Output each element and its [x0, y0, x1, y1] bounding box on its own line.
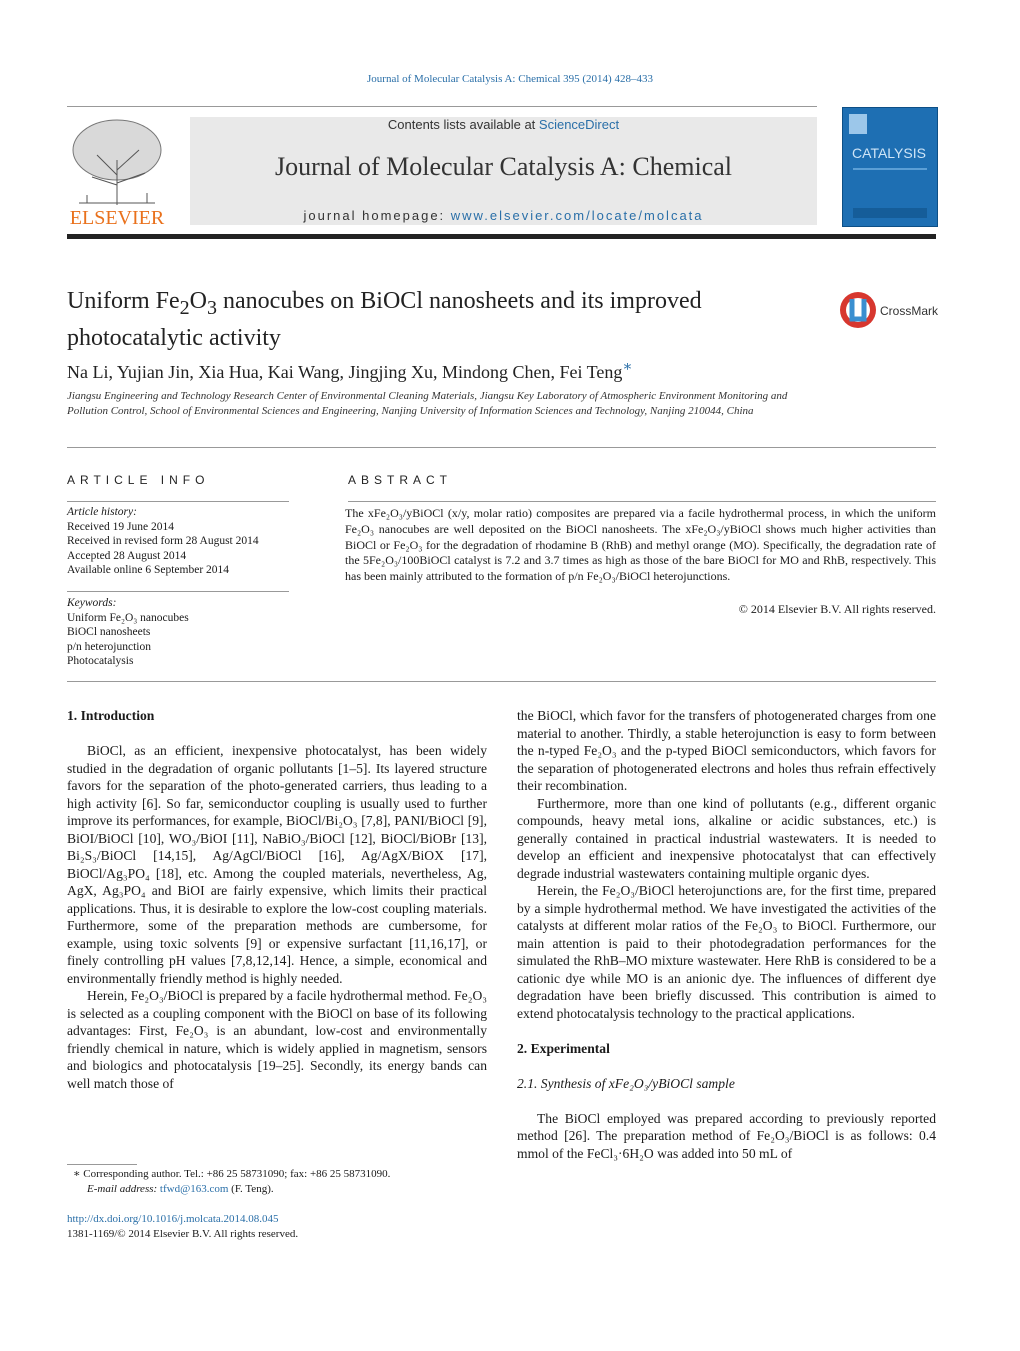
accepted-date: Accepted 28 August 2014: [67, 549, 187, 562]
authors-text: Na Li, Yujian Jin, Xia Hua, Kai Wang, Jingjing Xu, Mindong Chen, Fei Teng: [67, 362, 623, 382]
keyword-item: BiOCl nanosheets: [67, 626, 151, 638]
email-link[interactable]: tfwd@163.com: [159, 1182, 229, 1195]
abstract-copyright: © 2014 Elsevier B.V. All rights reserved.: [738, 602, 936, 616]
footnote: [67, 1167, 497, 1196]
divider: [67, 501, 289, 502]
homepage-link[interactable]: www.elsevier.com/locate/molcata: [450, 208, 704, 223]
top-rule: [67, 106, 817, 107]
doi-block: [67, 1212, 497, 1241]
elsevier-tree-icon: [67, 115, 167, 227]
paragraph: Herein, Fe₂O₃/BiOCl is prepared by a facile hydrothermal method. Fe₂O₃ is selected as a coupling component with the BiOCl on base of its following advantages: First, Fe₂O₃ is an abundant, low-cost and environmentally friendly chemical in nature, which is widely applied in magnetism, sensors and biologics and photocatalysis [19–25]. Secondly, its energy bands can well match those of: [67, 988, 487, 1091]
divider: [67, 681, 936, 682]
keyword-item: Uniform Fe₂O₃ nanocubes: [67, 611, 189, 624]
journal-cover-image[interactable]: [842, 107, 938, 227]
paragraph: Furthermore, more than one kind of pollutants (e.g., different organic compounds, heavy metal ions, alkaline or acidic substances, etc.) is generally contained in practical industrial wastewaters. It is needed to develop an efficient and inexpensive photocatalyst that can effectively degrade industrial wastewaters containing multiple organic dyes.: [517, 795, 936, 881]
elsevier-logo: [67, 115, 167, 227]
crossmark-badge[interactable]: [838, 289, 938, 331]
crossmark-icon: [838, 289, 938, 331]
svg-text:ELSEVIER: ELSEVIER: [69, 207, 165, 227]
divider: [348, 501, 936, 502]
online-date: Available online 6 September 2014: [67, 564, 230, 576]
revised-date: Received in revised form 28 August 2014: [67, 535, 259, 547]
author-list: [67, 357, 867, 383]
homepage-line: [190, 208, 817, 223]
journal-name: Journal of Molecular Catalysis A: Chemical: [274, 152, 733, 181]
abstract-heading: ABSTRACT: [348, 473, 453, 487]
article-history: [67, 505, 297, 578]
body-column-right: [517, 707, 936, 1162]
keyword-item: Photocatalysis: [67, 655, 134, 667]
received-date: Received 19 June 2014: [67, 520, 174, 533]
contents-line: [190, 117, 817, 132]
svg-text:CATALYSIS: CATALYSIS: [852, 145, 926, 161]
history-label: Article history:: [67, 506, 137, 518]
divider: [67, 591, 289, 592]
keywords: [67, 596, 297, 669]
issn-line: 1381-1169/© 2014 Elsevier B.V. All rights reserved.: [67, 1227, 299, 1240]
keyword-item: p/n heterojunction: [67, 640, 151, 653]
contents-prefix: Contents lists available at: [387, 117, 539, 132]
subsection-heading-synthesis: 2.1. Synthesis of xFe₂O₃/yBiOCl sample: [517, 1075, 735, 1091]
corresponding-author-note: Corresponding author. Tel.: +86 25 58731090; fax: +86 25 58731090.: [83, 1168, 391, 1180]
corresponding-author-mark[interactable]: ∗: [622, 359, 633, 375]
cover-art-icon: [843, 108, 937, 226]
section-heading-experimental: 2. Experimental: [517, 1040, 610, 1056]
affiliation: Jiangsu Engineering and Technology Research Center of Environmental Cleaning Materials, Jiangsu Key Laboratory of Atmospheric Environment Monitoring and Pollution Control, School of Environmental Sciences and Engineering, Nanjing University of Information Sciences and Technology, Nanjing 210044, China: [67, 390, 788, 417]
footnote-rule: [67, 1164, 137, 1165]
paragraph: Herein, the Fe₂O₃/BiOCl heterojunctions are, for the first time, prepared by a simple hydrothermal method. We have investigated the activities of the catalysts at different molar ratios of the Fe₂O₃ to BiOCl. Furthermore, our main attention is paid to their photodegradation performances for the simulated the RhB–MO mixture wastewater. Here RhB is considered to be a cationic dye while MO is an anionic dye. The influences of different dye degradation have been briefly discussed. This contribution is aimed to extend photocatalysis technology to the practical applications.: [517, 883, 936, 1021]
footnote-mark: ∗: [73, 1168, 81, 1180]
header-thick-rule: [67, 234, 936, 239]
divider: [67, 447, 936, 448]
doi-link[interactable]: http://dx.doi.org/10.1016/j.molcata.2014.08.045: [67, 1213, 279, 1225]
email-suffix: (F. Teng).: [228, 1182, 274, 1195]
paragraph: BiOCl, as an efficient, inexpensive photocatalyst, has been widely studied in the degradation of organic pollutants [1–5]. Its layered structure favors for the separation of the photo-generated carriers, thus leading to a high activity [6]. So far, semiconductor coupling is usually used to further improve its performances, for example, BiOCl/Bi₂O₃ [7,8], PANI/BiOCl [9], BiOI/BiOCl [10], WO₃/BiOI [11], NaBiO₃/BiOCl [12], BiOCl/BiOBr [13], Bi₂S₃/BiOCl [14,15], Ag/AgCl/BiOCl [16], Ag/AgX/BiOX [17], BiOCl/Ag₃PO₄ [18], etc. Among the coupled materials, nevertheless, Ag, AgX, Ag₃PO₄ and BiOI are fairly expensive, which limits their practical applications. Thus, it is desirable to explore the low-cost coupling materials. Furthermore, some of the preparation methods are cumbersome, for example, using toxic solvents [9] or expensive surfactant [11,16,17], or finely controlling pH values [7,8,12,14]. Hence, a simple, economical and environmentally friendly method is highly needed.: [67, 743, 487, 986]
email-label: E-mail address:: [87, 1182, 160, 1195]
body-column-left: [67, 707, 487, 1092]
sciencedirect-link[interactable]: ScienceDirect: [538, 117, 620, 132]
abstract-text: The xFe₂O₃/yBiOCl (x/y, molar ratio) composites are prepared via a facile hydrothermal process, in which the uniform Fe₂O₃ nanocubes are well deposited on the BiOCl nanosheets. The xFe₂O₃/yBiOCl shows much higher activities than BiOCl or Fe₂O₃ for the degradation of rhodamine B (RhB) and methyl orange (MO). Specifically, the degradation rate of the 5Fe₂O₃/100BiOCl catalyst is 7.2 and 3.7 times as high as those of the bare BiOCl for MO and RhB, respectively. This has been mainly attributed to the formation of p/n Fe₂O₃/BiOCl heterojunctions.: [345, 506, 936, 584]
section-heading-introduction: 1. Introduction: [67, 708, 155, 723]
paragraph: The BiOCl employed was prepared according to previously reported method [26]. The preparation method of Fe₂O₃/BiOCl is as follows: 0.4 mmol of the FeCl₃·6H₂O was added into 50 mL of: [517, 1110, 936, 1161]
article-info-heading: ARTICLE INFO: [67, 473, 210, 487]
paragraph: the BiOCl, which favor for the transfers of photogenerated charges from one material to another. Thirdly, a stable heterojunction is easy to form between the n-typed Fe₂O₃ and the p-typed BiOCl semiconductors, which favors for the separation of photogenerated electrons and holes thus refrain effectively their recombination.: [517, 708, 936, 793]
homepage-prefix: journal homepage:: [303, 208, 451, 223]
journal-citation[interactable]: Journal of Molecular Catalysis A: Chemical 395 (2014) 428–433: [367, 73, 653, 85]
keywords-label: Keywords:: [67, 597, 117, 609]
article-title: Uniform $Fe_2O_3$ nanocubes on BiOCl nanosheets and its improved photocatalytic activity: [67, 288, 702, 351]
svg-text:CrossMark: CrossMark: [880, 304, 938, 318]
